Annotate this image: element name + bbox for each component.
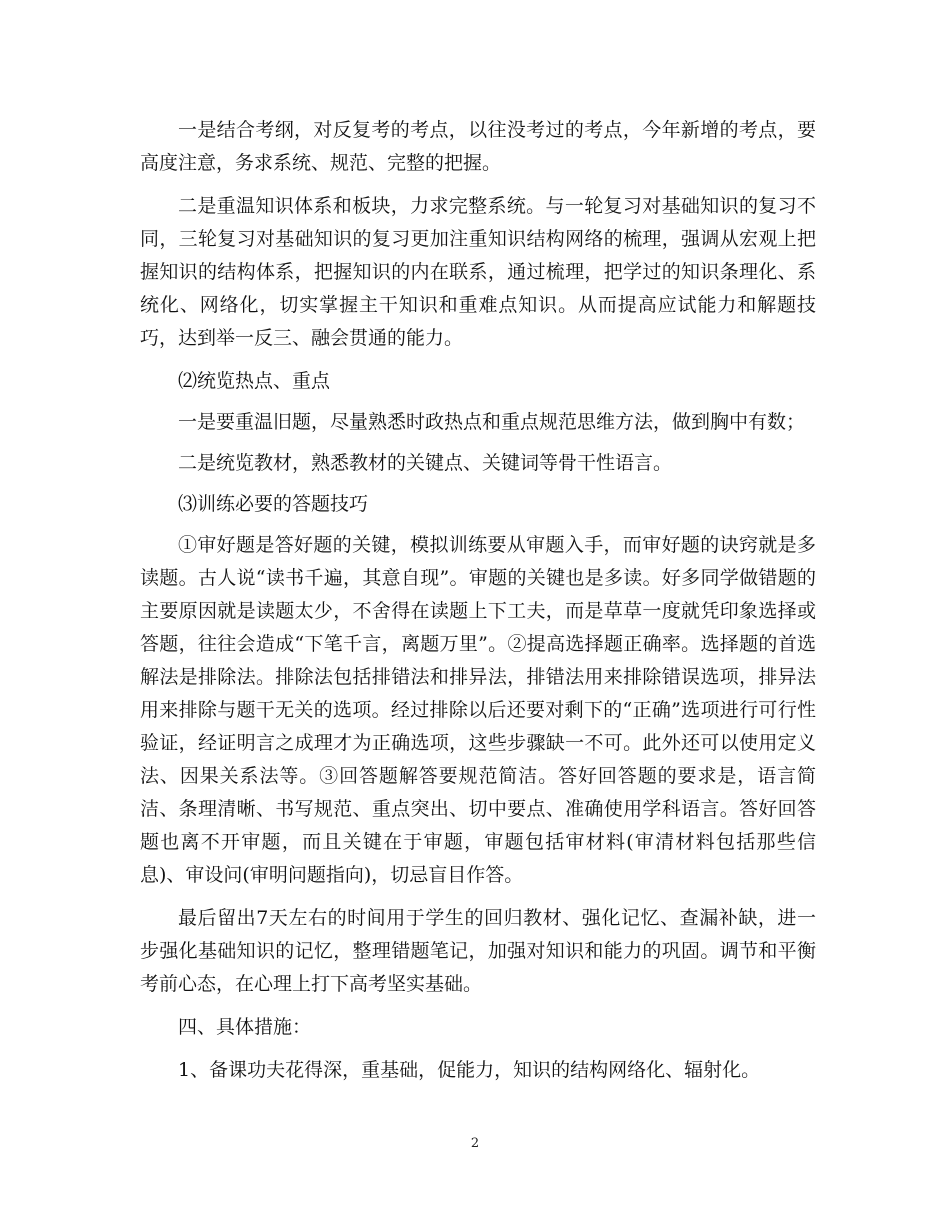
paragraph-measure-1: 1、备课功夫花得深，重基础，促能力，知识的结构网络化、辐射化。	[178, 1059, 761, 1081]
page-number: 2	[470, 1136, 480, 1151]
section-heading-measures: 四、具体措施：	[178, 1016, 312, 1038]
subheading-hotspots: ⑵统览热点、重点	[178, 370, 331, 392]
paragraph-answer-skills: ①审好题是答好题的关键，模拟训练要从审题入手，而审好题的诀窍就是多读题。古人说“读书千遍，其意自现”。审题的关键也是多读。好多同学做错题的主要原因就是读题太少，不舍得在读题上下工夫，而是草草一度就凭印象选择或答题，往往会造成“下笔千言，离题万里”。②提高选择题正确率。选择题的首选解法是排除法。排除法包括排错法和排异法，排错法用来排除错误选项，排异法用来排除与题干无关的选项。经过排除以后还要对剩下的“正确”选项进行可行性验证，经证明言之成理才为正确选项，这些步骤缺一不可。此外还可以使用定义法、因果关系法等。③回答题解答要规范简洁。答好回答题的要求是，语言简洁、条理清晰、书写规范、重点突出、切中要点、准确使用学科语言。答好回答题也离不开审题，而且关键在于审题，审题包括审材料(审清材料包括那些信息)、审设问(审明问题指向)，切忌盲目作答。	[140, 534, 816, 886]
paragraph-review-focus: 一是结合考纲，对反复考的考点，以往没考过的考点，今年新增的考点，要高度注意，务求系统、规范、完整的把握。	[140, 119, 816, 174]
document-body	[140, 114, 816, 1097]
paragraph-final-days: 最后留出7天左右的时间用于学生的回归教材、强化记忆、查漏补缺，进一步强化基础知识的记忆，整理错题笔记，加强对知识和能力的巩固。调节和平衡考前心态，在心理上打下高考坚实基础。	[140, 907, 816, 995]
paragraph-knowledge-system: 二是重温知识体系和板块，力求完整系统。与一轮复习对基础知识的复习不同，三轮复习对基础知识的复习更加注重知识结构网络的梳理，强调从宏观上把握知识的结构体系，把握知识的内在联系，通过梳理，把学过的知识条理化、系统化、网络化，切实掌握主干知识和重难点知识。从而提高应试能力和解题技巧，达到举一反三、融会贯通的能力。	[140, 195, 816, 349]
paragraph-textbook: 二是统览教材，熟悉教材的关键点、关键词等骨干性语言。	[178, 452, 673, 474]
paragraph-old-questions: 一是要重温旧题，尽量熟悉时政热点和重点规范思维方法，做到胸中有数；	[178, 411, 806, 433]
subheading-answer-skills: ⑶训练必要的答题技巧	[178, 493, 369, 515]
